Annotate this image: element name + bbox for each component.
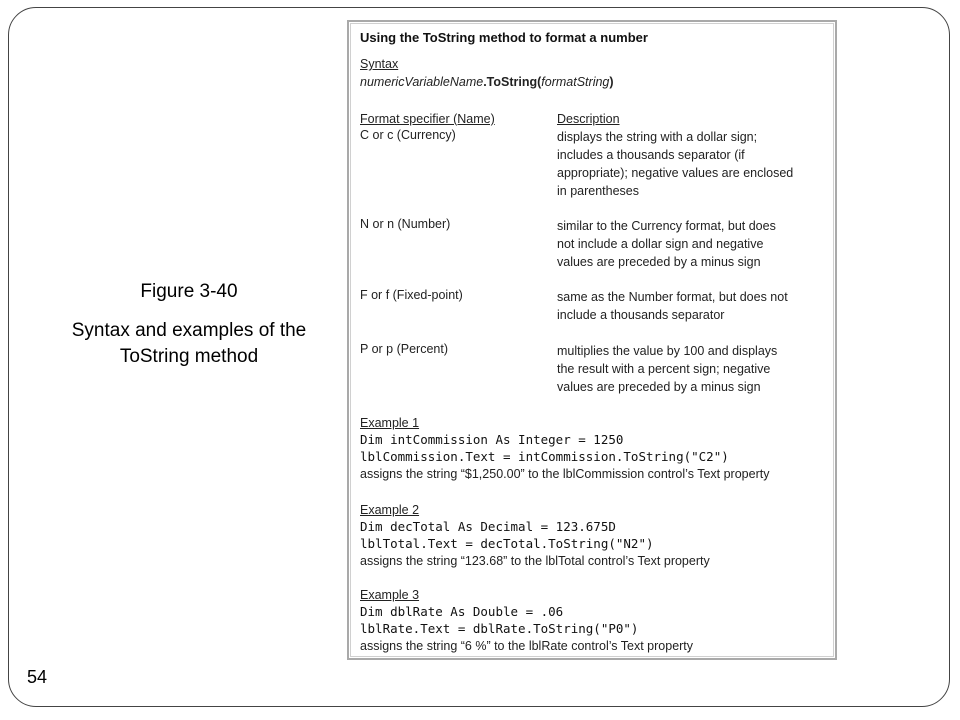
specifier-name: C or c (Currency)	[360, 128, 456, 142]
description-line: the result with a percent sign; negative	[557, 362, 771, 376]
syntax-label: Syntax	[360, 57, 399, 71]
description-line: appropriate); negative values are enclosed	[557, 166, 794, 180]
panel-heading: Using the ToString method to format a number	[360, 30, 648, 45]
figure-number: Figure 3-40	[140, 281, 238, 302]
description-line: in parentheses	[557, 184, 640, 198]
description-line: similar to the Currency format, but does	[557, 219, 776, 233]
example-label: Example 2	[360, 503, 420, 517]
example-code-line: lblTotal.Text = decTotal.ToString("N2")	[360, 536, 654, 551]
example-label: Example 3	[360, 588, 420, 602]
specifier-description	[557, 217, 776, 271]
syntax-method: .ToString(	[483, 75, 542, 89]
syntax-figure-panel	[347, 20, 837, 660]
example-code-line: lblRate.Text = dblRate.ToString("P0")	[360, 621, 639, 636]
example-note: assigns the string “123.68” to the lblTotal control’s Text property	[360, 554, 710, 568]
description-line: displays the string with a dollar sign;	[557, 130, 758, 144]
example-code-line: lblCommission.Text = intCommission.ToString("C2")	[360, 449, 729, 464]
specifier-name: N or n (Number)	[360, 217, 451, 231]
description-line: includes a thousands separator (if	[557, 148, 745, 162]
figure-title: Syntax and examples of the ToString method	[71, 320, 307, 367]
page-number: 54	[27, 667, 48, 687]
syntax-close: )	[609, 75, 614, 89]
description-line: include a thousands separator	[557, 308, 725, 322]
description-line: multiplies the value by 100 and displays	[557, 344, 778, 358]
example-code-line: Dim intCommission As Integer = 1250	[360, 432, 624, 447]
specifier-description	[557, 128, 793, 200]
example-note: assigns the string “6 %” to the lblRate control’s Text property	[360, 639, 694, 653]
example-code-line: Dim dblRate As Double = .06	[360, 604, 564, 619]
specifier-description	[557, 288, 788, 324]
description-line: values are preceded by a minus sign	[557, 380, 761, 394]
description-line: not include a dollar sign and negative	[557, 237, 764, 251]
specifier-description	[557, 342, 777, 396]
syntax-argument: formatString	[541, 75, 610, 89]
description-line: same as the Number format, but does not	[557, 290, 788, 304]
example-note: assigns the string “$1,250.00” to the lblCommission control’s Text property	[360, 467, 770, 481]
description-line: values are preceded by a minus sign	[557, 255, 761, 269]
syntax-line	[360, 75, 614, 89]
example-code-line: Dim decTotal As Decimal = 123.675D	[360, 519, 616, 534]
col-header-specifier: Format specifier (Name)	[360, 112, 495, 126]
specifier-name: P or p (Percent)	[360, 342, 449, 356]
example-label: Example 1	[360, 416, 420, 430]
specifier-name: F or f (Fixed-point)	[360, 288, 463, 302]
syntax-variable: numericVariableName	[360, 75, 484, 89]
col-header-description: Description	[557, 112, 620, 126]
